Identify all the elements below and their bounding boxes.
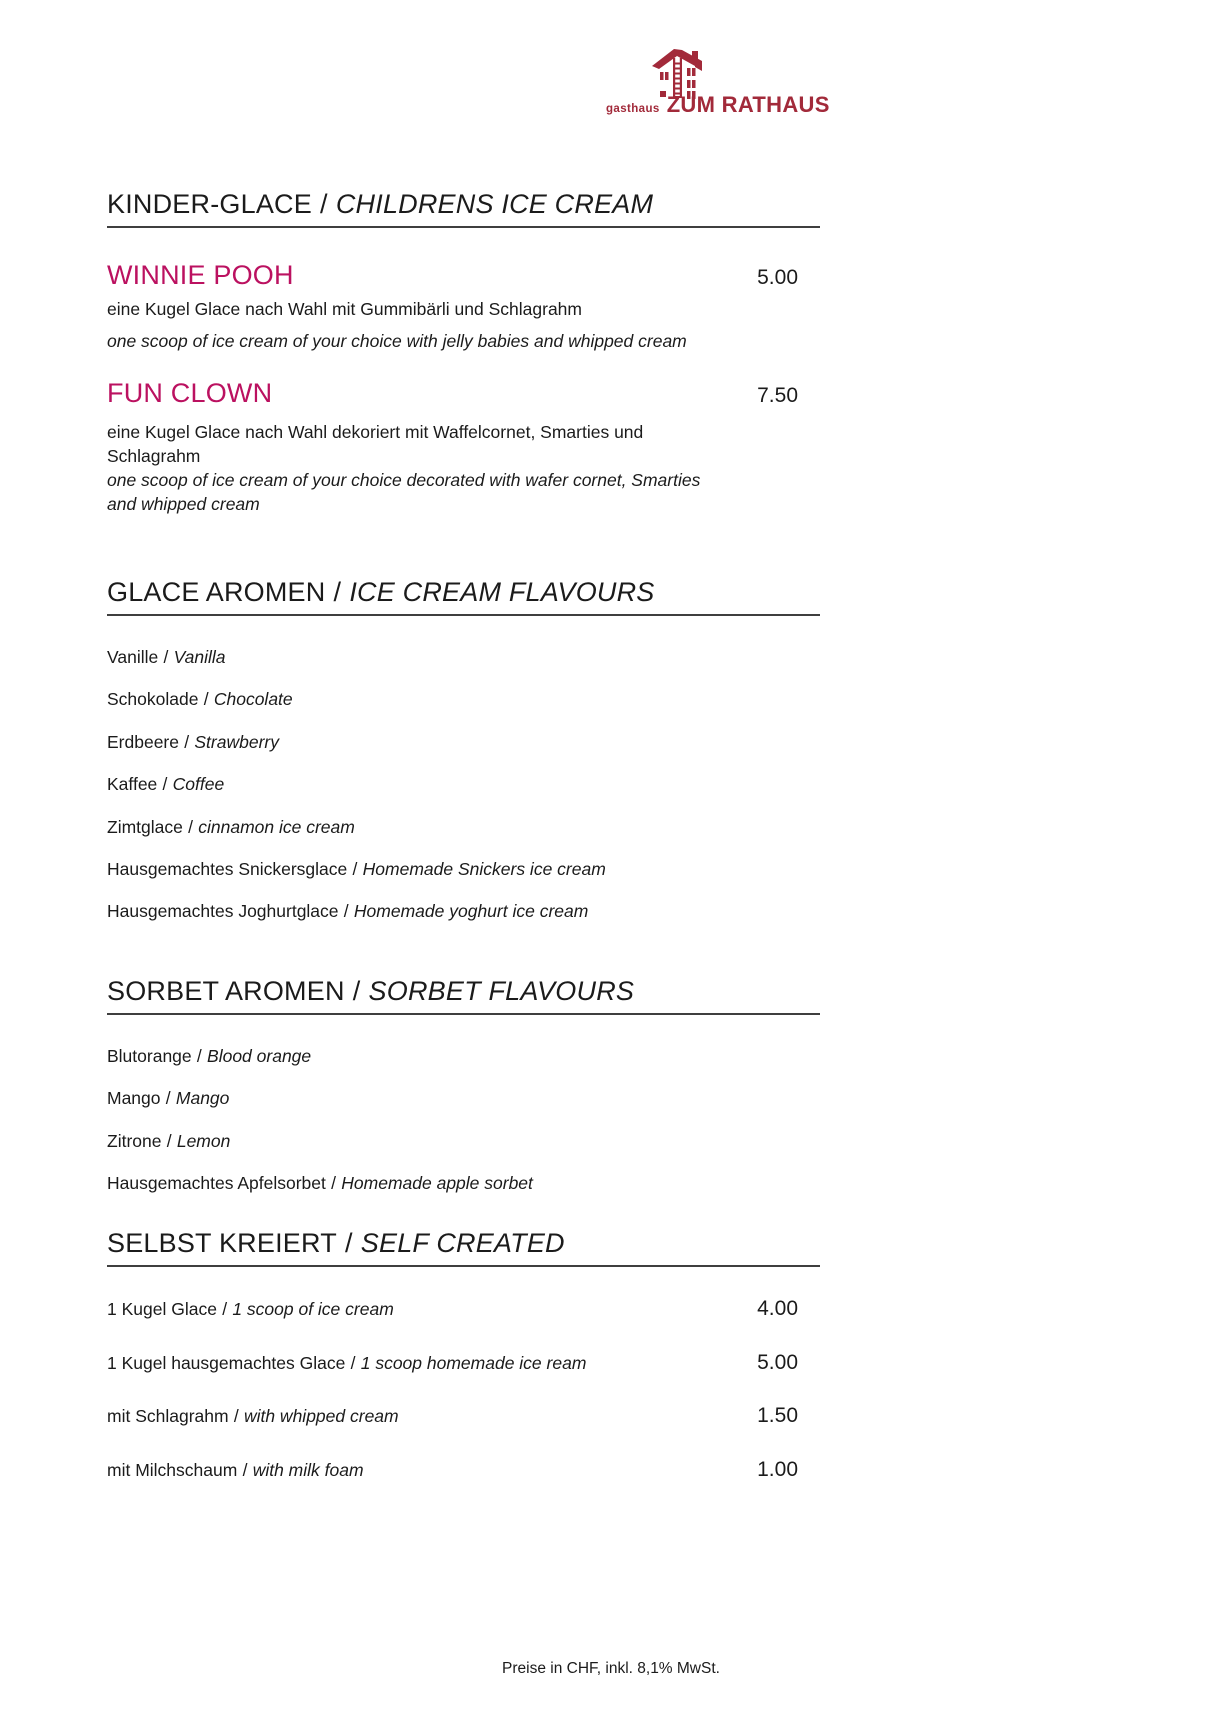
menu-item-fun-clown (107, 379, 820, 407)
row-price: 1.00 (757, 1457, 798, 1481)
flavour-row (107, 1132, 820, 1151)
logo-text (606, 92, 830, 118)
priced-row (107, 1405, 820, 1427)
flavour-row (107, 818, 820, 837)
logo-gasthaus-label: gasthaus (606, 103, 660, 115)
heading-en: ICE CREAM FLAVOURS (349, 577, 655, 607)
separator: / (162, 774, 168, 795)
flavour-row (107, 648, 820, 667)
section-heading-selbst-kreiert (107, 1229, 820, 1267)
logo-restaurant-name: ZUM RATHAUS (666, 92, 830, 117)
price-note: Preise in CHF, inkl. 8,1% MwSt. (502, 1660, 720, 1677)
flavour-en: Homemade apple sorbet (341, 1173, 533, 1194)
row-de: mit Milchschaum (107, 1459, 238, 1480)
separator: / (320, 189, 328, 219)
flavour-en: Strawberry (194, 731, 279, 752)
flavour-row (107, 1174, 820, 1193)
flavour-en: Lemon (176, 1130, 231, 1151)
flavour-row (107, 690, 820, 709)
flavour-de: Zitrone (107, 1130, 162, 1151)
section-heading-glace-aromen (107, 578, 820, 616)
flavour-en: Chocolate (213, 689, 293, 710)
menu-item-price: 7.50 (757, 384, 798, 407)
separator: / (163, 647, 169, 667)
heading-de: KINDER-GLACE (107, 189, 312, 219)
glace-flavour-list (107, 648, 820, 945)
row-en: 1 scoop of ice cream (232, 1299, 394, 1319)
separator: / (233, 1406, 239, 1426)
flavour-en: Homemade Snickers ice cream (362, 858, 606, 879)
separator: / (166, 1130, 172, 1151)
menu-item-description-en: one scoop of ice cream of your choice with jelly babies and whipped cream (107, 331, 687, 351)
priced-row-label (107, 1405, 399, 1427)
row-de: 1 Kugel hausgemachtes Glace (107, 1352, 346, 1373)
separator: / (184, 731, 190, 752)
section-heading-sorbet-aromen (107, 977, 820, 1015)
menu-item-description-de: eine Kugel Glace nach Wahl dekoriert mit Waffelcornet, Smarties und Schlagrahm (107, 422, 644, 466)
flavour-de: Blutorange (107, 1046, 192, 1066)
menu-item-name: WINNIE POOH (107, 260, 294, 290)
menu-item-description-de: eine Kugel Glace nach Wahl mit Gummibärli und Schlagrahm (107, 299, 582, 319)
row-de: 1 Kugel Glace (107, 1299, 217, 1319)
separator: / (188, 816, 193, 837)
restaurant-logo (606, 46, 830, 118)
row-en: with milk foam (252, 1459, 364, 1480)
flavour-row (107, 775, 820, 794)
row-price: 4.00 (757, 1297, 798, 1320)
priced-row-label (107, 1298, 394, 1320)
flavour-en: Mango (175, 1088, 230, 1109)
heading-de: SORBET AROMEN (107, 976, 345, 1006)
flavour-de: Kaffee (107, 774, 158, 795)
flavour-en: Homemade yoghurt ice cream (353, 901, 589, 922)
row-de: mit Schlagrahm (107, 1406, 229, 1426)
flavour-row (107, 733, 820, 752)
priced-row (107, 1352, 820, 1374)
menu-item-name: FUN CLOWN (107, 378, 273, 408)
heading-en: SELF CREATED (360, 1228, 565, 1258)
flavour-en: cinnamon ice cream (198, 816, 355, 837)
self-created-list (107, 1298, 820, 1512)
priced-row (107, 1459, 820, 1481)
flavour-row (107, 902, 820, 921)
flavour-row (107, 1089, 820, 1108)
row-en: with whipped cream (243, 1406, 399, 1426)
flavour-de: Hausgemachtes Snickersglace (107, 858, 348, 879)
separator: / (343, 901, 349, 922)
priced-row-label (107, 1459, 364, 1481)
separator: / (352, 858, 358, 879)
flavour-de: Hausgemachtes Joghurtglace (107, 901, 339, 922)
heading-de: GLACE AROMEN (107, 577, 326, 607)
heading-en: CHILDRENS ICE CREAM (335, 189, 654, 219)
sorbet-flavour-list (107, 1047, 820, 1217)
separator: / (196, 1046, 202, 1066)
section-heading-kinder-glace (107, 190, 820, 228)
separator: / (352, 976, 361, 1006)
heading-en: SORBET FLAVOURS (368, 976, 635, 1006)
flavour-row (107, 860, 820, 879)
flavour-row (107, 1047, 820, 1066)
separator: / (350, 1352, 356, 1373)
flavour-de: Erdbeere (107, 731, 179, 752)
separator: / (344, 1228, 353, 1258)
separator: / (165, 1088, 171, 1109)
row-price: 5.00 (757, 1350, 798, 1374)
flavour-en: Blood orange (207, 1046, 312, 1066)
menu-item-description-en: one scoop of ice cream of your choice decorated with wafer cornet, Smarties and whipped cream (107, 470, 701, 514)
separator: / (331, 1173, 337, 1194)
heading-de: SELBST KREIERT (107, 1228, 337, 1258)
flavour-de: Zimtglace (107, 816, 183, 837)
flavour-en: Coffee (172, 774, 225, 795)
separator: / (333, 577, 342, 607)
separator: / (222, 1299, 228, 1319)
separator: / (203, 689, 209, 710)
flavour-de: Vanille (107, 647, 159, 667)
row-en: 1 scoop homemade ice ream (360, 1352, 587, 1373)
flavour-de: Hausgemachtes Apfelsorbet (107, 1173, 326, 1194)
priced-row (107, 1298, 820, 1320)
menu-item-winnie-pooh (107, 261, 820, 289)
separator: / (242, 1459, 248, 1480)
flavour-de: Mango (107, 1088, 161, 1109)
menu-item-price: 5.00 (757, 266, 798, 289)
flavour-de: Schokolade (107, 689, 199, 710)
priced-row-label (107, 1352, 586, 1374)
row-price: 1.50 (757, 1404, 798, 1427)
flavour-en: Vanilla (173, 647, 226, 667)
